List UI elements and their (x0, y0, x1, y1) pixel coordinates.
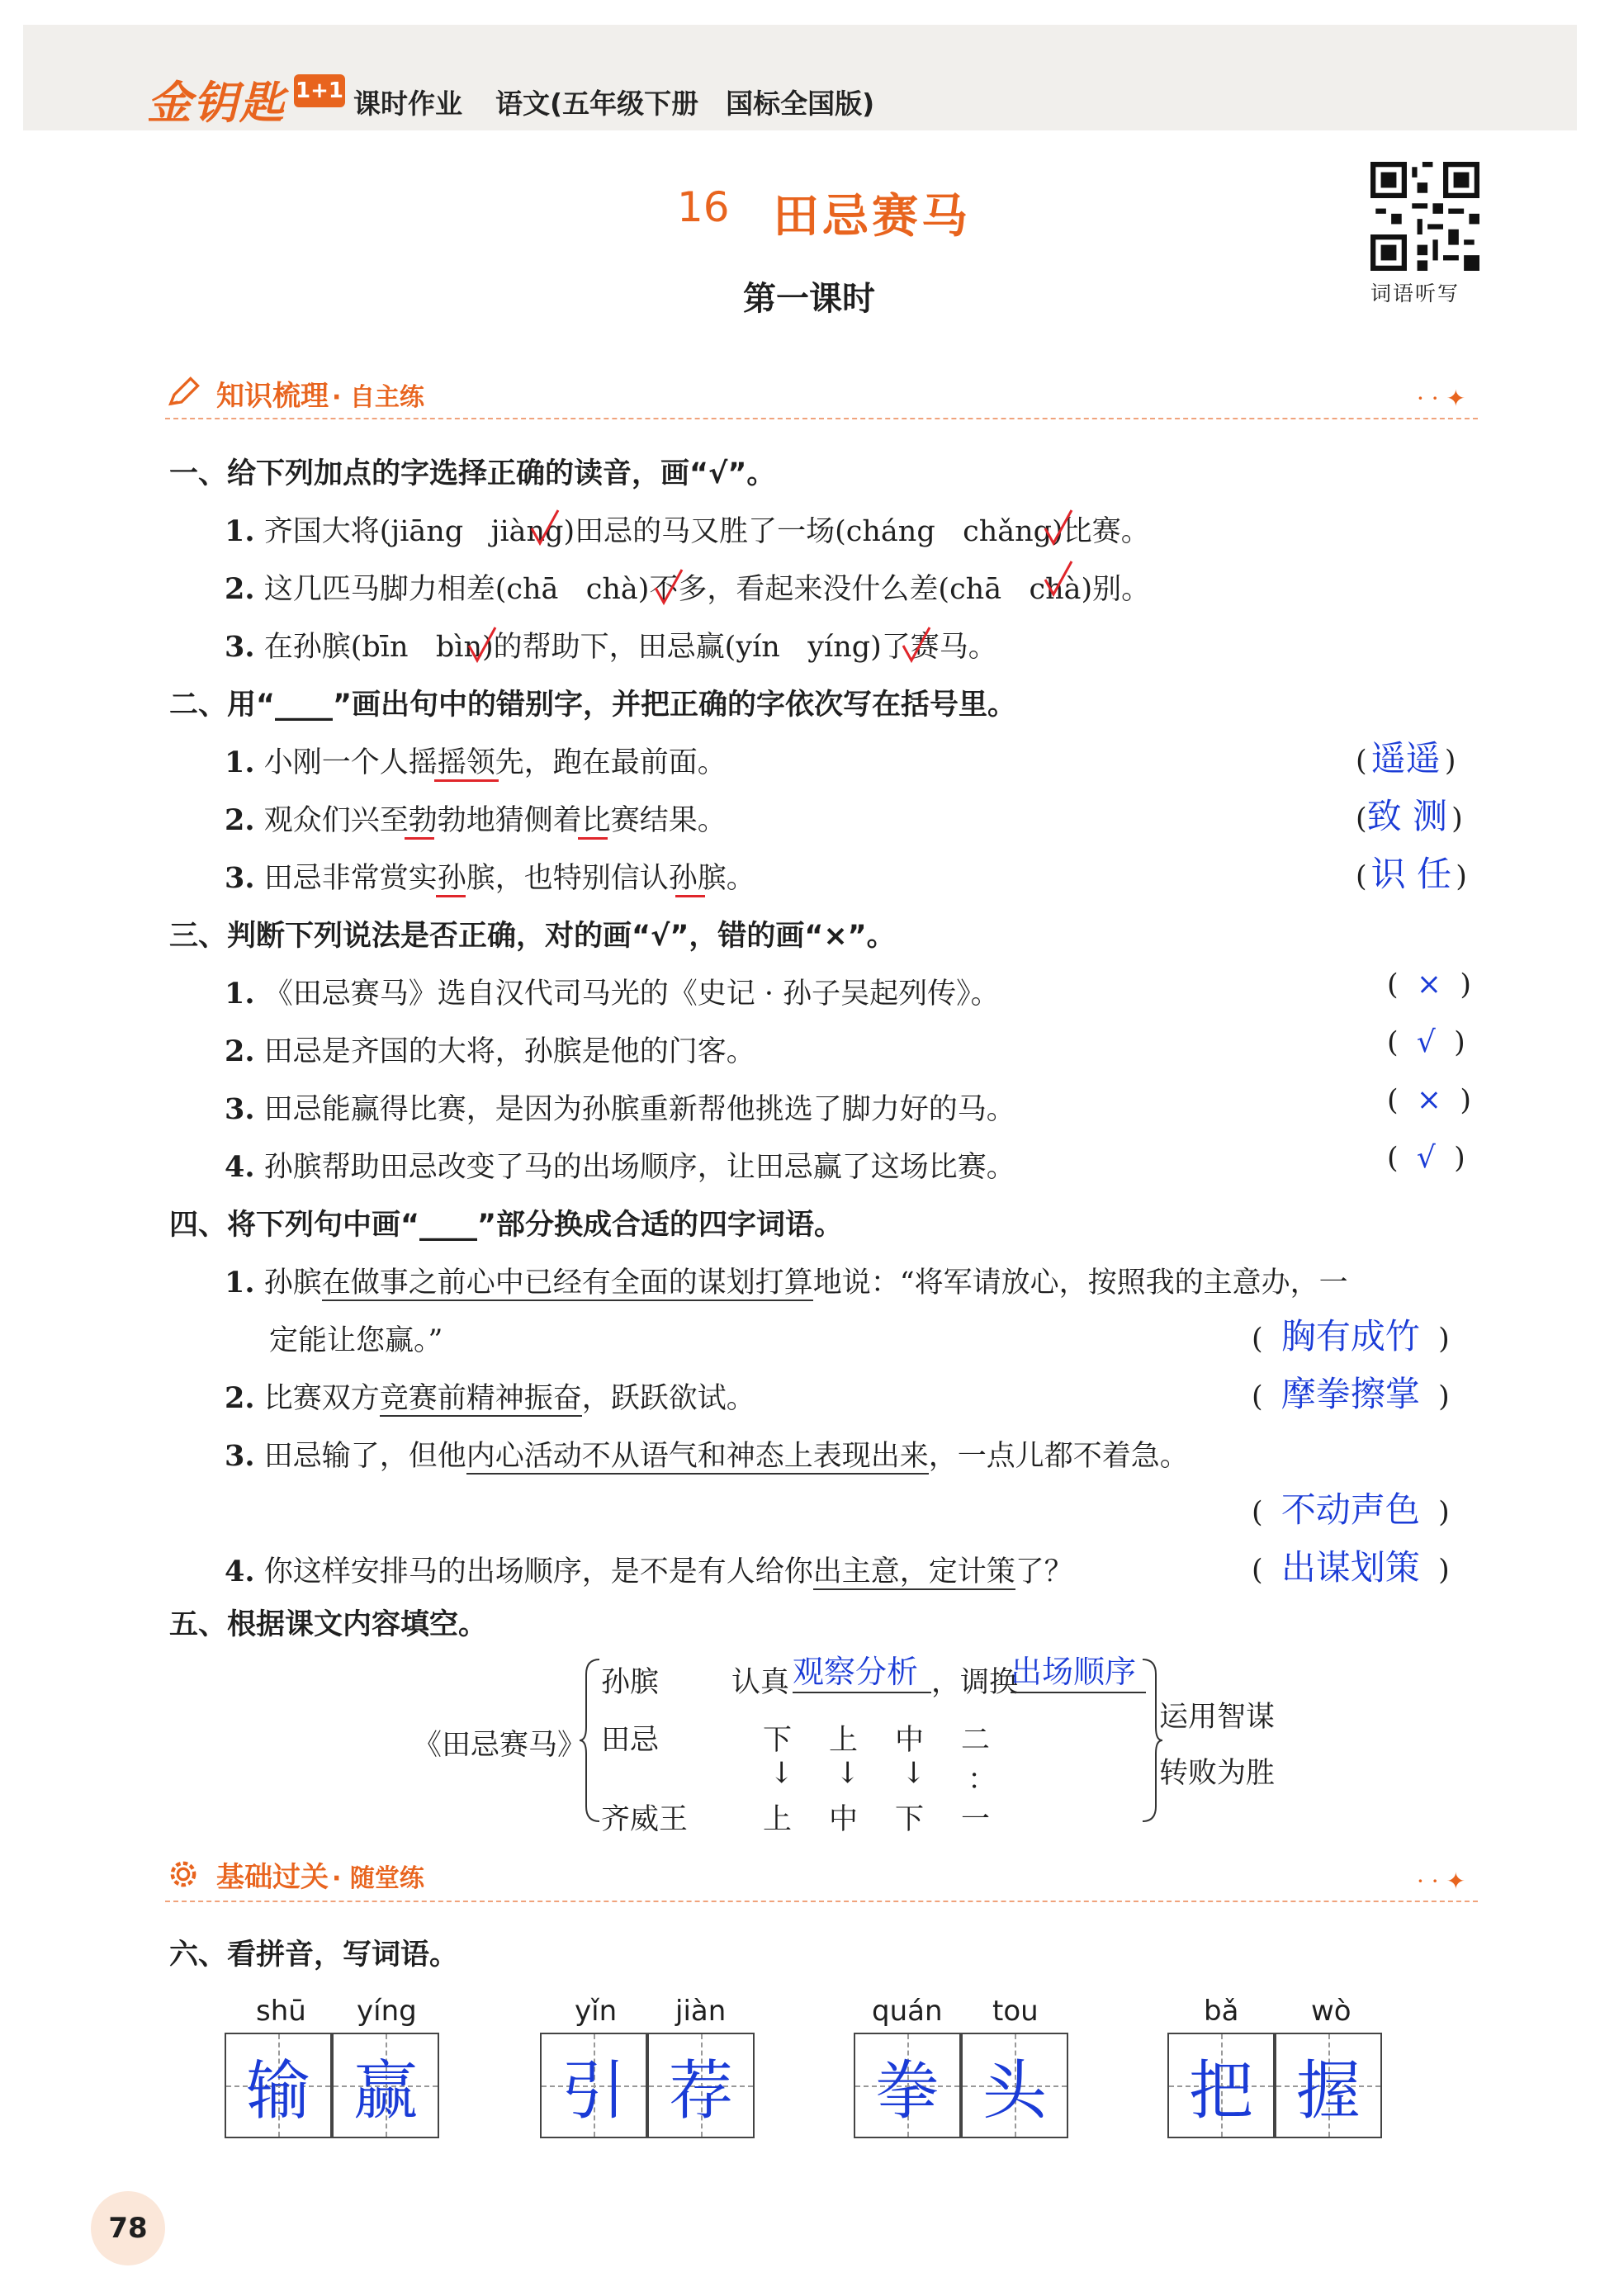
gear-icon (165, 1856, 201, 1892)
error-underline (436, 895, 466, 897)
section-tag-self-practice: · 自主练 (332, 383, 424, 412)
q5-prompt: 五、根据课文内容填空。 (169, 1608, 488, 1641)
series-label: 课时作业 (353, 88, 462, 120)
label-sunbin: 孙膑 (601, 1666, 660, 1699)
pinyin: tou (992, 1995, 1039, 2028)
q2-answer-3: ( 识 任 ) (1356, 854, 1467, 894)
q5-book-title: 《田忌赛马》 (413, 1729, 587, 1762)
check-mark-icon (652, 566, 685, 608)
king-order-3: 下 (895, 1803, 925, 1836)
pinyin: jiàn (675, 1995, 727, 2028)
label-tianji: 田忌 (601, 1724, 660, 1757)
q3-answer-2: ( √ ) (1387, 1025, 1465, 1059)
q4-answer-4: ( 出谋划策 ) (1252, 1547, 1450, 1588)
writing-cell: 赢 (332, 2033, 439, 2138)
q4-item-1: 1. 孙膑在做事之前心中已经有全面的谋划打算地说：“将军请放心，按照我的主意办，一 (225, 1266, 1348, 1299)
page-number: 78 (91, 2191, 165, 2265)
q1-item-2: 2. 这几匹马脚力相差(chā chà)不多，看起来没什么差(chā chà)别。 (225, 572, 1151, 606)
king-order-4: 一 (961, 1803, 991, 1836)
q3-item-1: 1. 《田忌赛马》选自汉代司马光的《史记 · 孙子吴起列传》。 (225, 977, 1000, 1011)
lesson-number: 16 (677, 183, 730, 231)
arrow-down-icon: ↓ (902, 1757, 926, 1790)
writing-cell: 把 (1167, 2033, 1275, 2138)
lesson-subtitle: 第一课时 (743, 280, 875, 318)
section-divider (165, 418, 1478, 419)
writing-cell: 头 (961, 2033, 1068, 2138)
q1-prompt: 一、给下列加点的字选择正确的读音，画“√”。 (169, 457, 776, 490)
section-title-basics: 基础过关 (216, 1861, 329, 1894)
q1-item-3: 3. 在孙膑(bīn bìn)的帮助下，田忌赢(yín yíng)了赛马。 (225, 630, 997, 664)
q2-prompt: 二、用“____”画出句中的错别字，并把正确的字依次写在括号里。 (169, 689, 1017, 722)
error-underline (434, 779, 499, 782)
check-mark-icon (1042, 558, 1075, 599)
pinyin: quán (872, 1995, 943, 2028)
q4-answer-2: ( 摩拳擦掌 ) (1252, 1374, 1450, 1414)
star-decoration-icon: · · ✦ (1417, 385, 1466, 412)
q3-item-3: 3. 田忌能赢得比赛，是因为孙膑重新帮他挑选了脚力好的马。 (225, 1092, 1015, 1126)
q3-answer-3: ( × ) (1387, 1083, 1471, 1117)
writing-cell: 输 (225, 2033, 332, 2138)
q3-item-4: 4. 孙膑帮助田忌改变了马的出场顺序，让田忌赢了这场比赛。 (225, 1150, 1015, 1184)
check-mark-icon (900, 624, 933, 665)
q5-answer-2: 出场顺序 (1011, 1646, 1146, 1693)
q2-item-3: 3. 田忌非常赏实孙膑，也特别信认孙膑。 (225, 861, 755, 895)
q4-item-3: 3. 田忌输了，但他内心活动不从语气和神态上表现出来，一点儿都不着急。 (225, 1439, 1189, 1473)
section-title-knowledge: 知识梳理 (216, 380, 329, 413)
pinyin: shū (256, 1995, 306, 2028)
q2-answer-1: ( 遥遥 ) (1356, 738, 1456, 779)
pinyin: yǐn (575, 1995, 618, 2028)
writing-cell: 引 (540, 2033, 647, 2138)
q4-answer-3: ( 不动声色 ) (1252, 1489, 1450, 1530)
section-divider (165, 1901, 1478, 1902)
q1-item-1: 1. 齐国大将(jiāng jiàng)田忌的马又胜了一场(cháng chǎng)比赛。 (225, 514, 1150, 548)
q6-prompt: 六、看拼音，写词语。 (169, 1939, 459, 1972)
pencil-icon (165, 375, 201, 411)
section-tag-class-practice: · 随堂练 (332, 1864, 424, 1893)
pinyin: yíng (357, 1995, 417, 2028)
tianji-order-3: 中 (895, 1724, 925, 1757)
subject-label: 语文(五年级下册 国标全国版) (495, 88, 875, 120)
q3-answer-4: ( √ ) (1387, 1141, 1465, 1175)
error-underline (675, 895, 705, 897)
star-decoration-icon: · · ✦ (1417, 1868, 1466, 1895)
arrow-down-icon: ↓ (769, 1757, 794, 1790)
lesson-title: 田忌赛马 (773, 190, 971, 244)
king-order-1: 上 (763, 1803, 793, 1836)
check-mark-icon (466, 624, 499, 665)
pinyin: wò (1311, 1995, 1351, 2028)
q5-action-2: ，调换 (931, 1666, 1019, 1699)
label-king: 齐威王 (601, 1803, 689, 1836)
qr-label: 词语听写 (1370, 282, 1460, 305)
q2-answer-2: (致 测 ) (1356, 796, 1463, 836)
arrow-down-icon: ↓ (836, 1757, 860, 1790)
tianji-order-1: 下 (763, 1724, 793, 1757)
error-underline (578, 837, 608, 840)
q5-result-1: 运用智谋 (1159, 1701, 1276, 1734)
tianji-order-2: 上 (829, 1724, 859, 1757)
pinyin: bǎ (1204, 1995, 1239, 2028)
right-brace (1139, 1658, 1164, 1823)
check-mark-icon (1042, 507, 1075, 548)
q3-prompt: 三、判断下列说法是否正确，对的画“√”，错的画“×”。 (169, 920, 896, 953)
q5-result-2: 转败为胜 (1159, 1757, 1276, 1790)
qr-code-icon[interactable] (1370, 162, 1479, 271)
tianji-order-4: 二 (961, 1724, 991, 1757)
q4-item-1-line2: 定能让您赢。” (269, 1324, 443, 1357)
writing-cell: 握 (1275, 2033, 1382, 2138)
q5-answer-1: 观察分析 (793, 1646, 931, 1693)
q2-item-2: 2. 观众们兴至勃勃地猜侧着比赛结果。 (225, 803, 727, 837)
q3-item-2: 2. 田忌是齐国的大将，孙膑是他的门客。 (225, 1034, 755, 1068)
king-order-2: 中 (829, 1803, 859, 1836)
brand-badge: 1+1 (294, 74, 345, 107)
q4-item-2: 2. 比赛双方竞赛前精神振奋，跃跃欲试。 (225, 1381, 755, 1415)
left-brace (578, 1658, 603, 1823)
q4-prompt: 四、将下列句中画“____”部分换成合适的四字词语。 (169, 1209, 844, 1242)
q2-item-1: 1. 小刚一个人摇摇领先，跑在最前面。 (225, 746, 727, 779)
brand-logo: 金钥匙 (147, 77, 286, 129)
q4-item-4: 4. 你这样安排马的出场顺序，是不是有人给你出主意，定计策了？ (225, 1555, 1073, 1588)
error-underline (405, 837, 434, 840)
writing-cell: 拳 (854, 2033, 961, 2138)
check-mark-icon (528, 507, 561, 548)
colon-mark: ： (968, 1763, 997, 1797)
writing-cell: 荐 (647, 2033, 755, 2138)
q4-answer-1: ( 胸有成竹 ) (1252, 1316, 1450, 1356)
q5-action-1: 认真 (731, 1666, 790, 1699)
q3-answer-1: ( × ) (1387, 968, 1471, 1001)
